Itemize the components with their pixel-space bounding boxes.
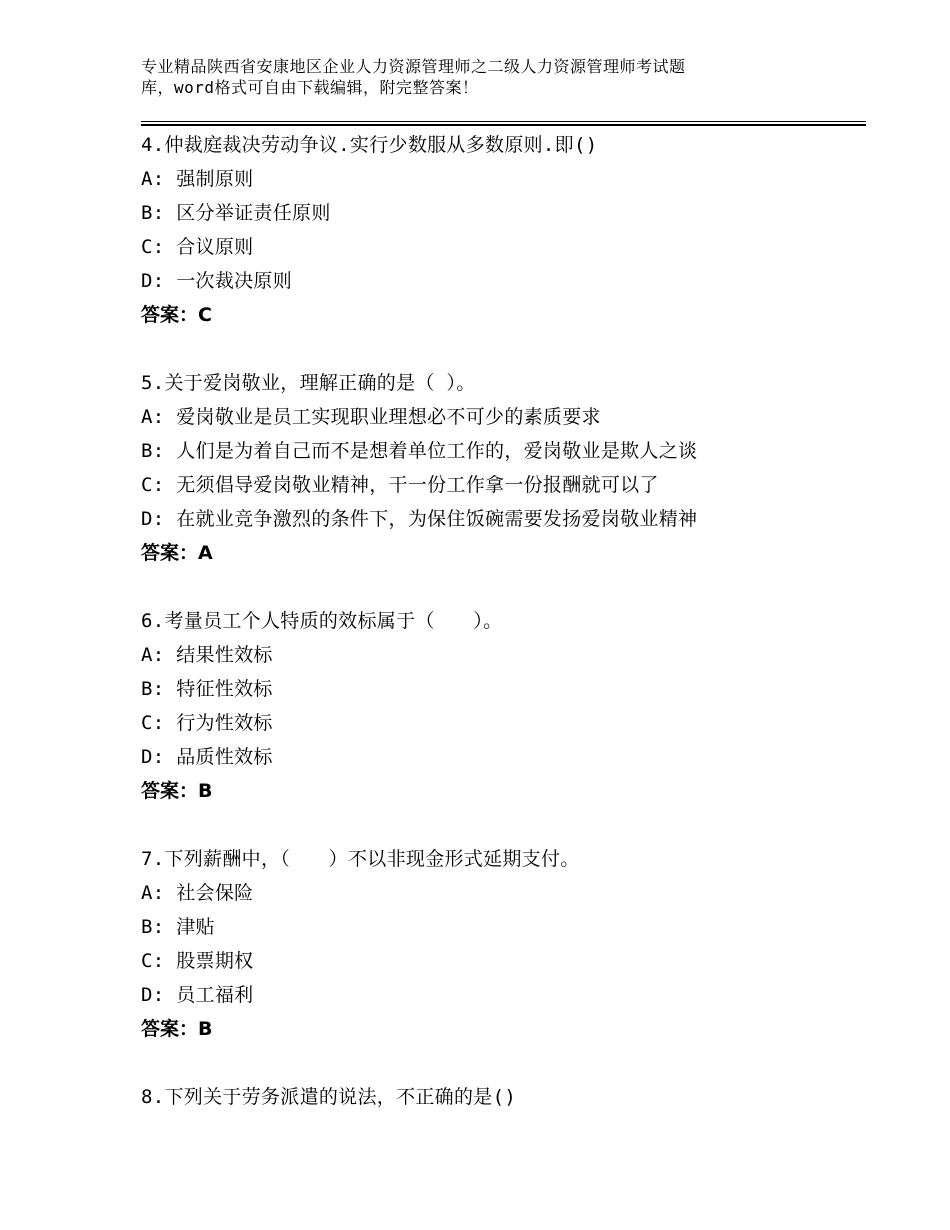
option-d: D: 员工福利 <box>141 984 254 1006</box>
spacer <box>141 570 866 604</box>
answer-label: 答案：C <box>141 304 212 326</box>
option-c: C: 合议原则 <box>141 236 254 258</box>
question-7 <box>141 842 866 1046</box>
answer-label: 答案：A <box>141 542 213 564</box>
question-stem: 4.仲裁庭裁决劳动争议.实行少数服从多数原则.即() <box>141 134 598 156</box>
option-a: A: 强制原则 <box>141 168 254 190</box>
option-d: D: 品质性效标 <box>141 746 273 768</box>
question-6 <box>141 604 866 808</box>
document-header <box>141 56 841 98</box>
spacer <box>141 332 866 366</box>
question-8 <box>141 1080 866 1114</box>
option-a: A: 结果性效标 <box>141 644 273 666</box>
option-d: D: 在就业竞争激烈的条件下，为保住饭碗需要发扬爱岗敬业精神 <box>141 508 698 530</box>
option-b: B: 区分举证责任原则 <box>141 202 331 224</box>
option-d: D: 一次裁决原则 <box>141 270 293 292</box>
question-5 <box>141 366 866 570</box>
header-line-1: 专业精品陕西省安康地区企业人力资源管理师之二级人力资源管理师考试题 <box>141 57 686 76</box>
option-c: C: 无须倡导爱岗敬业精神，干一份工作拿一份报酬就可以了 <box>141 474 659 496</box>
option-a: A: 社会保险 <box>141 882 254 904</box>
answer-label: 答案：B <box>141 1018 213 1040</box>
question-4 <box>141 128 866 332</box>
question-stem: 6.考量员工个人特质的效标属于（ ）。 <box>141 610 503 632</box>
spacer <box>141 1046 866 1080</box>
header-line-2: 库，word格式可自由下载编辑，附完整答案！ <box>141 78 479 97</box>
answer-label: 答案：B <box>141 780 213 802</box>
question-list <box>141 128 866 1114</box>
question-stem: 8.下列关于劳务派遣的说法，不正确的是() <box>141 1086 517 1108</box>
option-b: B: 特征性效标 <box>141 678 273 700</box>
header-divider-thin <box>141 121 866 122</box>
option-b: B: 津贴 <box>141 916 215 938</box>
question-stem: 5.关于爱岗敬业，理解正确的是（ ）。 <box>141 372 476 394</box>
option-c: C: 行为性效标 <box>141 712 273 734</box>
option-a: A: 爱岗敬业是员工实现职业理想必不可少的素质要求 <box>141 406 601 428</box>
option-c: C: 股票期权 <box>141 950 254 972</box>
header-divider-thick <box>141 124 866 126</box>
spacer <box>141 808 866 842</box>
option-b: B: 人们是为着自己而不是想着单位工作的，爱岗敬业是欺人之谈 <box>141 440 698 462</box>
question-stem: 7.下列薪酬中，（ ）不以非现金形式延期支付。 <box>141 848 580 870</box>
